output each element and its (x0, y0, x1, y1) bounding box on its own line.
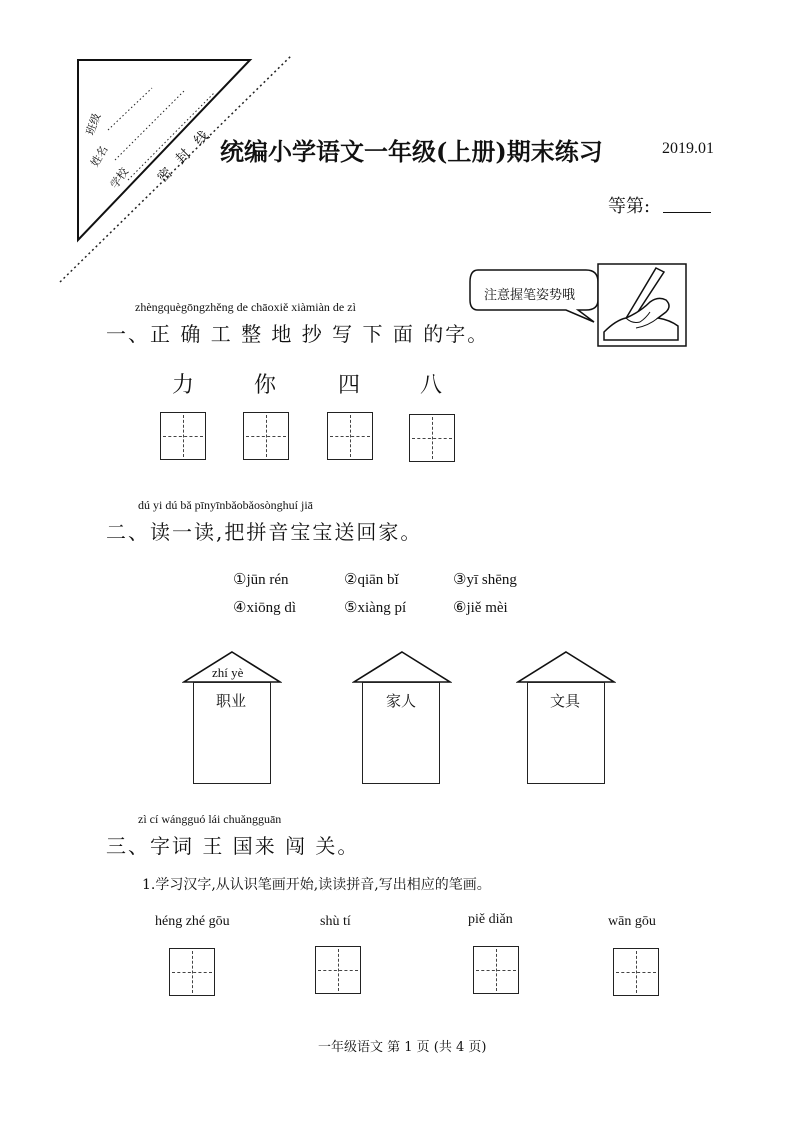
house-3-word: 文具 (550, 692, 581, 710)
writing-grid-4[interactable] (409, 414, 455, 462)
stroke-pinyin-3: piě diǎn (468, 912, 513, 927)
pinyin-option-2: ②qiān bǐ (344, 572, 399, 588)
pinyin-option-3: ③yī shēng (453, 572, 517, 588)
house-1-word: 职业 (216, 692, 247, 710)
stroke-grid-4[interactable] (613, 948, 659, 996)
pinyin-option-6: ⑥jiě mèi (453, 600, 508, 616)
seal-line-text: 密封线 (154, 119, 221, 186)
stroke-grid-2[interactable] (315, 946, 361, 994)
house-2-word: 家人 (386, 692, 417, 710)
grade-blank[interactable] (663, 212, 711, 213)
pinyin-option-1: ①jūn rén (233, 572, 289, 588)
pinyin-option-4: ④xiōng dì (233, 600, 297, 616)
house-roof-3 (516, 650, 616, 684)
school-label: 学校 (107, 165, 132, 192)
section1-title: 一、正 确 工 整 地 抄 写 下 面 的字。 (106, 322, 490, 346)
copy-char-4: 八 (420, 373, 443, 398)
house-1-pinyin: zhí yè (212, 665, 244, 680)
writing-grid-1[interactable] (160, 412, 206, 460)
pinyin-option-5: ⑤xiàng pí (344, 600, 407, 616)
page-title: 统编小学语文一年级(上册)期末练习 (220, 137, 603, 166)
page-footer: 一年级语文 第 1 页 (共 4 页) (318, 1040, 487, 1055)
writing-grid-3[interactable] (327, 412, 373, 460)
stroke-pinyin-2: shù tí (320, 914, 351, 929)
writing-grid-2[interactable] (243, 412, 289, 460)
section1-pinyin: zhèngquègōngzhěng de chāoxiě xiàmiàn de zì (135, 300, 356, 314)
copy-char-2: 你 (254, 373, 277, 398)
grade-label: 等第: (608, 196, 651, 217)
pencil-hand-icon (596, 262, 688, 348)
copy-char-1: 力 (172, 373, 195, 398)
section2-pinyin: dú yi dú bǎ pīnyīnbǎobǎosònghuí jiā (138, 498, 313, 512)
tip-text: 注意握笔姿势哦 (484, 288, 576, 303)
name-label: 姓名 (88, 143, 111, 170)
stroke-pinyin-4: wān gōu (608, 914, 656, 929)
section2-title: 二、读一读,把拼音宝宝送回家。 (106, 520, 423, 544)
question-1-text: 1.学习汉字,从认识笔画开始,读读拼音,写出相应的笔画。 (142, 877, 491, 893)
house-roof-2 (352, 650, 452, 684)
section3-title: 三、字词 王 国来 闯 关。 (106, 834, 360, 858)
stroke-grid-3[interactable] (473, 946, 519, 994)
copy-char-3: 四 (338, 373, 361, 398)
section3-pinyin: zì cí wángguó lái chuǎngguān (138, 812, 282, 826)
exam-date: 2019.01 (662, 140, 714, 157)
class-label: 班级 (83, 111, 104, 137)
stroke-pinyin-1: héng zhé gōu (155, 914, 230, 929)
stroke-grid-1[interactable] (169, 948, 215, 996)
